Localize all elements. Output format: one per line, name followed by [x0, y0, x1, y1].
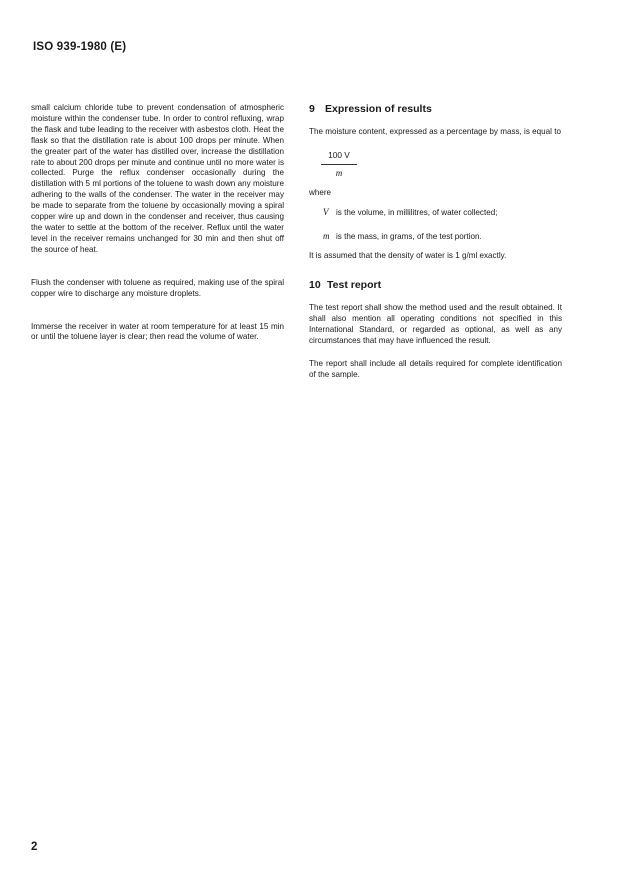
section-10-heading: [309, 279, 562, 292]
section-9-title: Expression of results: [325, 103, 432, 115]
test-report-paragraph-2: The report shall include all details required for complete identification of the sample.: [309, 358, 562, 379]
test-report-paragraph-1: The test report shall show the method used and the result obtained. It shall also mention all operating conditions not specified in this International Standard, or regarded as optional, as well as any circumstances that may have influenced the result.: [309, 303, 562, 346]
symbol-v: V: [323, 206, 329, 217]
left-column: [31, 103, 284, 343]
procedure-paragraph-2: Flush the condenser with toluene as required, making use of the spiral copper wire to discharge any moisture droplets.: [31, 277, 284, 298]
section-10-number: 10: [309, 279, 321, 292]
density-assumption: It is assumed that the density of water is 1 g/ml exactly.: [309, 251, 507, 261]
where-label: where: [309, 187, 332, 197]
symbol-m: m: [323, 230, 330, 241]
procedure-paragraph-3: Immerse the receiver in water at room temperature for at least 15 min or until the toluene layer is clear; then read the volume of water.: [31, 321, 284, 342]
where-item-volume-text: is the volume, in millilitres, of water collected;: [336, 207, 498, 217]
section-9-intro: The moisture content, expressed as a percentage by mass, is equal to: [309, 127, 561, 136]
document-header: ISO 939-1980 (E): [33, 41, 127, 53]
section-10-title: Test report: [327, 279, 382, 292]
where-item-volume: [309, 207, 562, 219]
right-column: [309, 103, 562, 381]
section-9-heading: [309, 103, 562, 116]
section-9-number: 9: [309, 103, 315, 115]
moisture-formula: [321, 150, 357, 179]
page-number: 2: [31, 841, 38, 853]
where-item-mass: [309, 231, 562, 243]
formula-numerator: 100 V: [321, 150, 357, 165]
procedure-paragraph-1: small calcium chloride tube to prevent condensation of atmospheric moisture within the condenser tube. In order to control refluxing, wrap the flask and tube leading to the receiver with asbestos cloth. Heat the flask so that the distillation rate is about 100 drops per minute. When the greater part of the water has distilled over, increase the distillation rate to about 200 drops per minute and continue until no more water is collected. Purge the reflux condenser occasionally during the distillation with 5 ml portions of the toluene to wash down any moisture adhering to the walls of the condenser. The water in the receiver may be made to separate from the toluene by occasionally moving a spiral copper wire up and down in the condenser and receiver, thus causing the water to settle at the bottom of the receiver. Reflux until the water level in the receiver remains unchanged for 30 min and then shut off the source of heat.: [31, 103, 284, 254]
formula-denominator: m: [335, 167, 343, 178]
where-item-mass-text: is the mass, in grams, of the test portion.: [336, 231, 482, 241]
